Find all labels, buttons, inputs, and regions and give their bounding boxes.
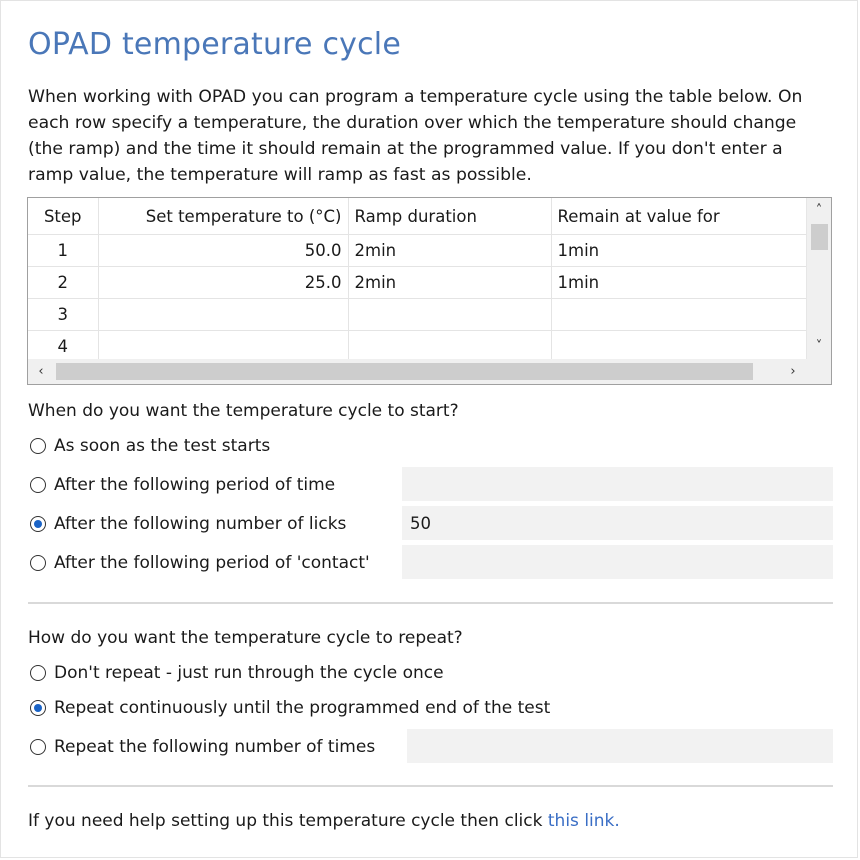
horizontal-scroll-thumb[interactable] bbox=[56, 363, 753, 380]
start-option-immediately[interactable] bbox=[30, 434, 270, 458]
repeat-option-continuous[interactable] bbox=[30, 696, 550, 720]
radio-button[interactable] bbox=[30, 665, 46, 681]
option-label: After the following period of 'contact' bbox=[54, 553, 370, 573]
step-cell: 1 bbox=[28, 235, 98, 267]
repeat-option-times[interactable] bbox=[30, 735, 375, 759]
temperature-cell[interactable] bbox=[98, 299, 348, 331]
repeat-question: How do you want the temperature cycle to repeat? bbox=[28, 628, 463, 648]
start-question: When do you want the temperature cycle to start? bbox=[28, 401, 459, 421]
radio-button-selected[interactable] bbox=[30, 700, 46, 716]
remain-cell[interactable] bbox=[551, 299, 806, 331]
table-row bbox=[28, 299, 806, 331]
radio-button[interactable] bbox=[30, 555, 46, 571]
radio-button-selected[interactable] bbox=[30, 516, 46, 532]
remain-cell[interactable]: 1min bbox=[551, 235, 806, 267]
repeat-times-field[interactable] bbox=[407, 729, 833, 763]
column-header-ramp[interactable]: Ramp duration bbox=[348, 198, 551, 235]
table-row bbox=[28, 235, 806, 267]
repeat-option-once[interactable] bbox=[30, 661, 444, 685]
cycle-table bbox=[28, 198, 806, 360]
section-divider bbox=[28, 602, 833, 604]
option-label: Don't repeat - just run through the cycle once bbox=[54, 663, 444, 683]
chevron-down-icon[interactable]: ˅ bbox=[815, 339, 823, 354]
table-header-row bbox=[28, 198, 806, 235]
column-header-step[interactable]: Step bbox=[28, 198, 98, 235]
temperature-cycle-table[interactable] bbox=[27, 197, 832, 385]
option-label: Repeat continuously until the programmed end of the test bbox=[54, 698, 551, 718]
option-label: After the following period of time bbox=[54, 475, 336, 495]
table-viewport bbox=[28, 198, 806, 360]
column-header-remain[interactable]: Remain at value for bbox=[551, 198, 806, 235]
option-label: As soon as the test starts bbox=[54, 436, 271, 456]
section-divider bbox=[28, 785, 833, 787]
start-option-contact[interactable] bbox=[30, 551, 370, 575]
chevron-up-icon[interactable]: ˄ bbox=[815, 203, 823, 218]
column-header-temperature[interactable]: Set temperature to (°C) bbox=[98, 198, 348, 235]
temperature-cell[interactable]: 50.0 bbox=[98, 235, 348, 267]
temperature-cell[interactable]: 25.0 bbox=[98, 267, 348, 299]
radio-button[interactable] bbox=[30, 438, 46, 454]
option-label: After the following number of licks bbox=[54, 514, 347, 534]
ramp-cell[interactable]: 2min bbox=[348, 235, 551, 267]
vertical-scrollbar[interactable] bbox=[806, 198, 831, 360]
horizontal-scrollbar[interactable] bbox=[28, 359, 806, 384]
radio-button[interactable] bbox=[30, 739, 46, 755]
start-option-time[interactable] bbox=[30, 473, 335, 497]
ramp-cell[interactable]: 2min bbox=[348, 267, 551, 299]
start-contact-field[interactable] bbox=[402, 545, 833, 579]
step-cell: 2 bbox=[28, 267, 98, 299]
ramp-cell[interactable] bbox=[348, 299, 551, 331]
temperature-cell[interactable] bbox=[98, 331, 348, 361]
help-link[interactable]: this link. bbox=[547, 811, 620, 831]
help-label: If you need help setting up this temperature cycle then click bbox=[28, 811, 548, 831]
page-title: OPAD temperature cycle bbox=[28, 27, 401, 62]
option-label: Repeat the following number of times bbox=[54, 737, 376, 757]
table-row bbox=[28, 267, 806, 299]
vertical-scroll-thumb[interactable] bbox=[811, 224, 828, 250]
scrollbar-corner bbox=[806, 359, 831, 384]
start-option-licks[interactable] bbox=[30, 512, 346, 536]
help-text bbox=[28, 811, 620, 831]
intro-text: When working with OPAD you can program a temperature cycle using the table below. On each row specify a temperature, the duration over which the temperature should change (the ramp) and the time it should remain at the programmed value. If you don't enter a ramp value, the temperature will ramp as fast as possible. bbox=[28, 87, 803, 185]
chevron-left-icon[interactable]: ‹ bbox=[38, 364, 44, 379]
table-row bbox=[28, 331, 806, 361]
remain-cell[interactable]: 1min bbox=[551, 267, 806, 299]
radio-button[interactable] bbox=[30, 477, 46, 493]
step-cell: 3 bbox=[28, 299, 98, 331]
ramp-cell[interactable] bbox=[348, 331, 551, 361]
chevron-right-icon[interactable]: › bbox=[790, 364, 796, 379]
step-cell: 4 bbox=[28, 331, 98, 361]
start-time-field[interactable] bbox=[402, 467, 833, 501]
start-licks-field[interactable] bbox=[402, 506, 833, 540]
remain-cell[interactable] bbox=[551, 331, 806, 361]
